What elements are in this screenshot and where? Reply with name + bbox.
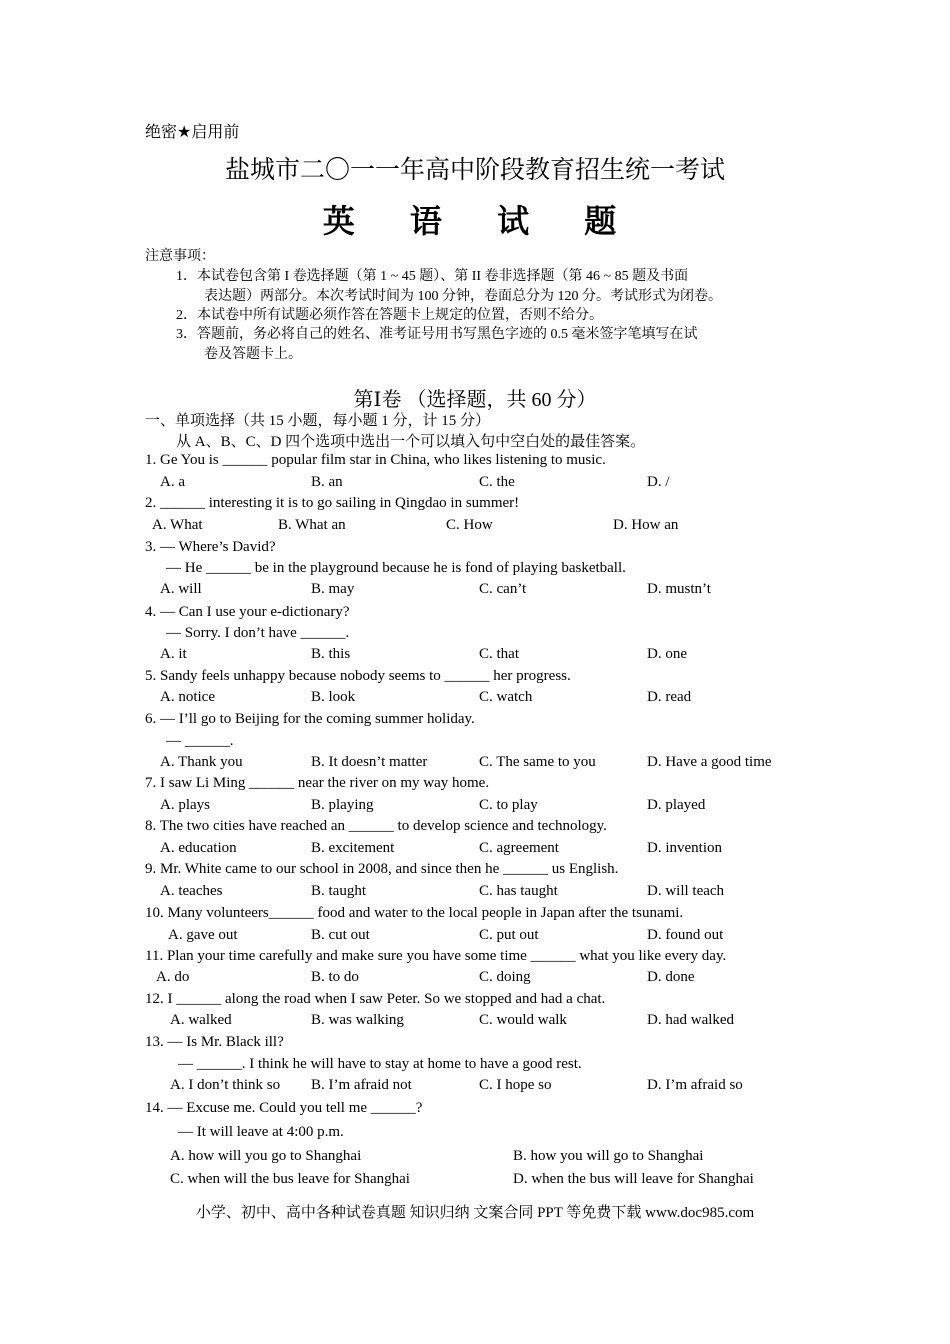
question-9-option-b: B. taught — [311, 883, 366, 899]
question-1-option-d: D. / — [647, 474, 670, 490]
question-10-option-a: A. gave out — [168, 927, 238, 943]
question-14-option-c: C. when will the bus leave for Shanghai — [170, 1171, 410, 1187]
question-5-option-d: D. read — [647, 689, 692, 705]
section-title: 一、单项选择（共 15 小题，每小题 1 分，计 15 分） — [145, 413, 491, 429]
section-instruction: 从 A、B、C、D 四个选项中选出一个可以填入句中空白处的最佳答案。 — [176, 434, 646, 450]
question-12-stem: 12. I ______ along the road when I saw Peter. So we stopped and had a chat. — [145, 991, 606, 1007]
question-8-option-c: C. agreement — [479, 840, 559, 856]
notice-heading: 注意事项： — [145, 248, 215, 264]
question-14-option-d: D. when the bus will leave for Shanghai — [513, 1171, 754, 1187]
question-2-option-a: A. What — [152, 517, 203, 533]
question-6-stem-reply: — ______. — [166, 733, 234, 749]
question-4-stem: 4. — Can I use your e-dictionary? — [145, 604, 350, 620]
question-6-option-a: A. Thank you — [160, 754, 243, 770]
question-6-stem: 6. — I’ll go to Beijing for the coming summer holiday. — [145, 711, 475, 727]
question-4-option-b: B. this — [311, 646, 351, 662]
question-13-option-a: A. I don’t think so — [170, 1077, 281, 1093]
question-10-option-b: B. cut out — [311, 927, 370, 943]
question-4-option-d: D. one — [647, 646, 687, 662]
notice-line-1-cont: 表达题）两部分。本次考试时间为 100 分钟，卷面总分为 120 分。考试形式为闭卷。 — [204, 289, 722, 304]
part-one-title: 第Ⅰ卷 （选择题，共 60 分） — [353, 389, 597, 411]
question-10-option-c: C. put out — [479, 927, 539, 943]
question-1-option-b: B. an — [311, 474, 343, 490]
question-1-option-c: C. the — [479, 474, 515, 490]
question-12-option-a: A. walked — [170, 1012, 232, 1028]
question-4-stem-reply: — Sorry. I don’t have ______. — [166, 625, 350, 641]
question-2-option-b: B. What an — [278, 517, 346, 533]
question-5-option-b: B. look — [311, 689, 356, 705]
question-11-option-b: B. to do — [311, 969, 359, 985]
question-13-stem-reply: — ______. I think he will have to stay at home to have a good rest. — [178, 1056, 582, 1072]
question-6-option-b: B. It doesn’t matter — [311, 754, 428, 770]
question-13-stem: 13. — Is Mr. Black ill? — [145, 1034, 284, 1050]
question-14-stem-reply: — It will leave at 4:00 p.m. — [178, 1124, 344, 1140]
question-8-stem: 8. The two cities have reached an ______ to develop science and technology. — [145, 818, 607, 834]
question-9-option-d: D. will teach — [647, 883, 725, 899]
question-11-stem: 11. Plan your time carefully and make sure you have some time ______ what you like every day. — [145, 948, 727, 964]
question-5-option-a: A. notice — [160, 689, 215, 705]
question-10-option-d: D. found out — [647, 927, 724, 943]
notice-line-2: 2．本试卷中所有试题必须作答在答题卡上规定的位置，否则不给分。 — [176, 308, 603, 323]
question-2-stem: 2. ______ interesting it is to go sailing in Qingdao in summer! — [145, 495, 520, 511]
notice-line-3: 3．答题前，务必将自己的姓名、准考证号用书写黑色字迹的 0.5 毫米签字笔填写在试 — [176, 327, 698, 342]
notice-line-1: 1．本试卷包含第 I 卷选择题（第 1 ~ 45 题）、第 II 卷非选择题（第 46 ~ 85 题及书面 — [176, 269, 689, 284]
question-12-option-d: D. had walked — [647, 1012, 735, 1028]
question-4-option-c: C. that — [479, 646, 519, 662]
question-1-stem: 1. Ge You is ______ popular film star in China, who likes listening to music. — [145, 452, 606, 468]
question-5-stem: 5. Sandy feels unhappy because nobody seems to ______ her progress. — [145, 668, 571, 684]
question-6-option-d: D. Have a good time — [647, 754, 772, 770]
question-5-option-c: C. watch — [479, 689, 533, 705]
question-14-stem: 14. — Excuse me. Could you tell me ______? — [145, 1100, 423, 1116]
question-8-option-a: A. education — [160, 840, 237, 856]
question-1-option-a: A. a — [160, 474, 185, 490]
question-7-option-c: C. to play — [479, 797, 538, 813]
confidential-label: 绝密★启用前 — [145, 122, 240, 141]
question-10-stem: 10. Many volunteers______ food and water to the local people in Japan after the tsunami. — [145, 905, 684, 921]
question-7-option-a: A. plays — [160, 797, 210, 813]
question-11-option-c: C. doing — [479, 969, 531, 985]
question-7-option-d: D. played — [647, 797, 706, 813]
question-3-option-d: D. mustn’t — [647, 581, 711, 597]
question-8-option-d: D. invention — [647, 840, 722, 856]
question-3-option-c: C. can’t — [479, 581, 527, 597]
question-3-stem-reply: — He ______ be in the playground because he is fond of playing basketball. — [166, 560, 626, 576]
question-13-option-c: C. I hope so — [479, 1077, 552, 1093]
question-3-stem: 3. — Where’s David? — [145, 539, 276, 555]
exam-title: 盐城市二〇一一年高中阶段教育招生统一考试 — [224, 157, 725, 184]
question-9-option-c: C. has taught — [479, 883, 558, 899]
question-12-option-c: C. would walk — [479, 1012, 567, 1028]
notice-line-3-cont: 卷及答题卡上。 — [204, 347, 302, 362]
question-2-option-c: C. How — [446, 517, 493, 533]
question-6-option-c: C. The same to you — [479, 754, 596, 770]
subject-title: 英 语 试 题 — [322, 202, 639, 240]
question-3-option-a: A. will — [160, 581, 202, 597]
question-8-option-b: B. excitement — [311, 840, 395, 856]
footer-note: 小学、初中、高中各种试卷真题 知识归纳 文案合同 PPT 等免费下载 www.doc985.com — [195, 1205, 755, 1221]
question-2-option-d: D. How an — [613, 517, 679, 533]
question-11-option-d: D. done — [647, 969, 695, 985]
question-9-stem: 9. Mr. White came to our school in 2008, and since then he ______ us English. — [145, 861, 619, 877]
question-4-option-a: A. it — [160, 646, 187, 662]
question-14-option-a: A. how will you go to Shanghai — [170, 1148, 362, 1164]
question-13-option-d: D. I’m afraid so — [647, 1077, 743, 1093]
question-14-option-b: B. how you will go to Shanghai — [513, 1148, 704, 1164]
question-13-option-b: B. I’m afraid not — [311, 1077, 412, 1093]
question-3-option-b: B. may — [311, 581, 355, 597]
question-7-stem: 7. I saw Li Ming ______ near the river on my way home. — [145, 775, 490, 791]
question-11-option-a: A. do — [156, 969, 190, 985]
question-9-option-a: A. teaches — [160, 883, 223, 899]
question-7-option-b: B. playing — [311, 797, 374, 813]
question-12-option-b: B. was walking — [311, 1012, 404, 1028]
